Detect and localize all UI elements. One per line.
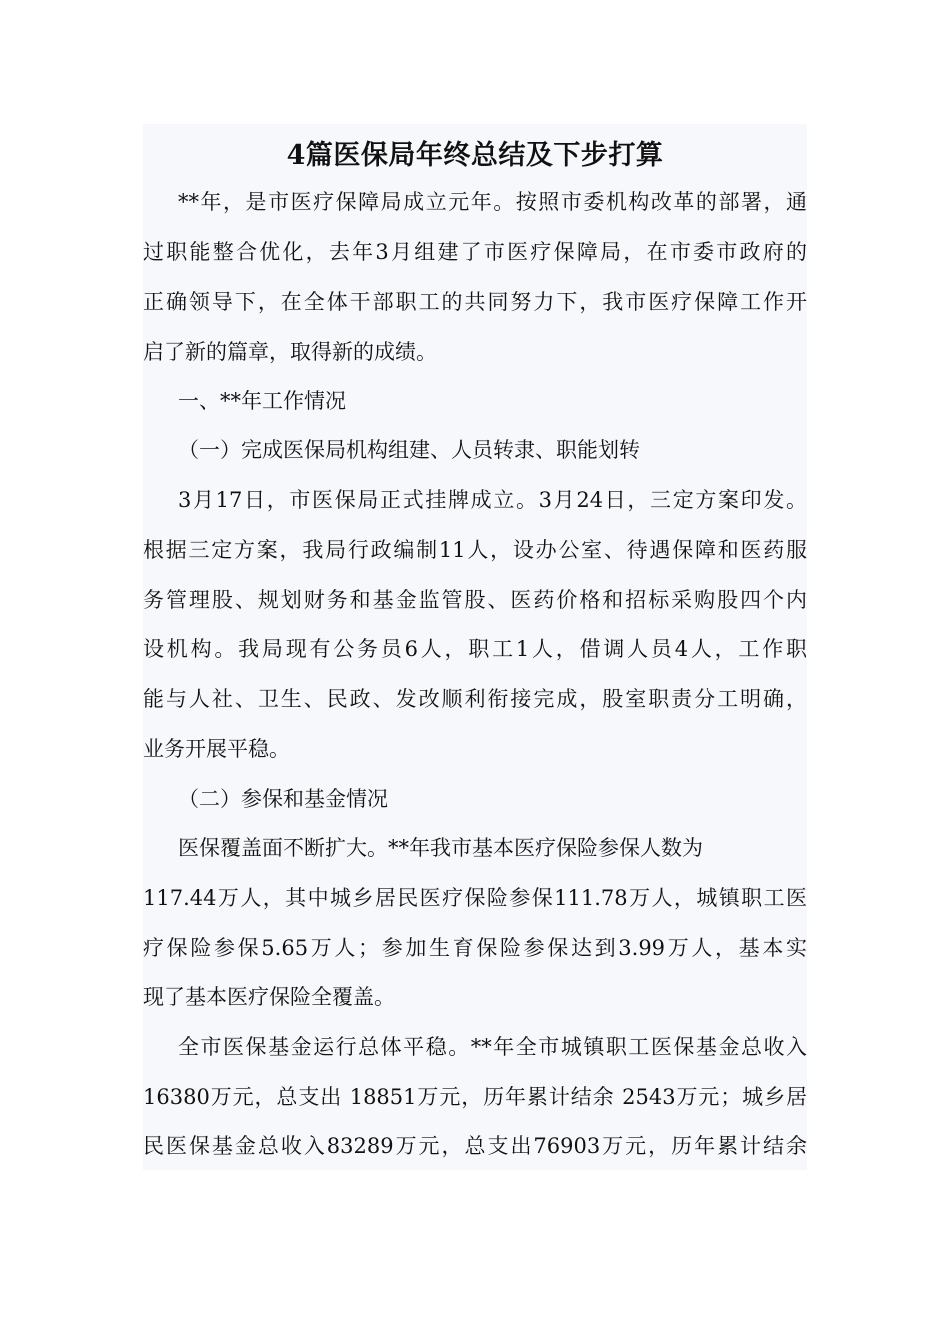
subsection-heading: （二）参保和基金情况 <box>178 787 388 811</box>
paragraph-line: 正确领导下，在全体干部职工的共同努力下，我市医疗保障工作开 <box>143 290 807 314</box>
paragraph-line: 务管理股、规划财务和基金监管股、医药价格和招标采购股四个内 <box>143 588 807 612</box>
paragraph-line: 能与人社、卫生、民政、发改顺利衔接完成，股室职责分工明确， <box>143 687 807 711</box>
paragraph-line: 117.44万人，其中城乡居民医疗保险参保111.78万人，城镇职工医 <box>143 886 807 910</box>
paragraph-line: 业务开展平稳。 <box>143 737 290 761</box>
paragraph-line: 民医保基金总收入83289万元，总支出76903万元，历年累计结余 <box>143 1134 807 1158</box>
paragraph-line: 根据三定方案，我局行政编制11人，设办公室、待遇保障和医药服 <box>143 538 807 562</box>
paragraph-line: 全市医保基金运行总体平稳。**年全市城镇职工医保基金总收入 <box>178 1035 807 1059</box>
paragraph-line: 16380万元，总支出 18851万元，历年累计结余 2543万元；城乡居 <box>143 1085 807 1109</box>
section-heading: 一、**年工作情况 <box>178 389 346 413</box>
document-body <box>143 124 807 1170</box>
paragraph-line: 3月17日，市医保局正式挂牌成立。3月24日，三定方案印发。 <box>178 488 807 512</box>
paragraph-line: 过职能整合优化，去年3月组建了市医疗保障局，在市委市政府的 <box>143 240 807 264</box>
paragraph-line: 设机构。我局现有公务员6人，职工1人，借调人员4人，工作职 <box>143 637 807 661</box>
subsection-heading: （一）完成医保局机构组建、人员转隶、职能划转 <box>178 438 640 462</box>
paragraph-line: 现了基本医疗保险全覆盖。 <box>143 985 395 1009</box>
document-title: 4篇医保局年终总结及下步打算 <box>286 140 664 171</box>
paragraph-line: **年，是市医疗保障局成立元年。按照市委机构改革的部署，通 <box>178 190 807 214</box>
paragraph-line: 医保覆盖面不断扩大。**年我市基本医疗保险参保人数为 <box>178 836 703 860</box>
paragraph-line: 疗保险参保5.65万人；参加生育保险参保达到3.99万人，基本实 <box>143 936 807 960</box>
paragraph-line: 启了新的篇章，取得新的成绩。 <box>143 340 437 364</box>
